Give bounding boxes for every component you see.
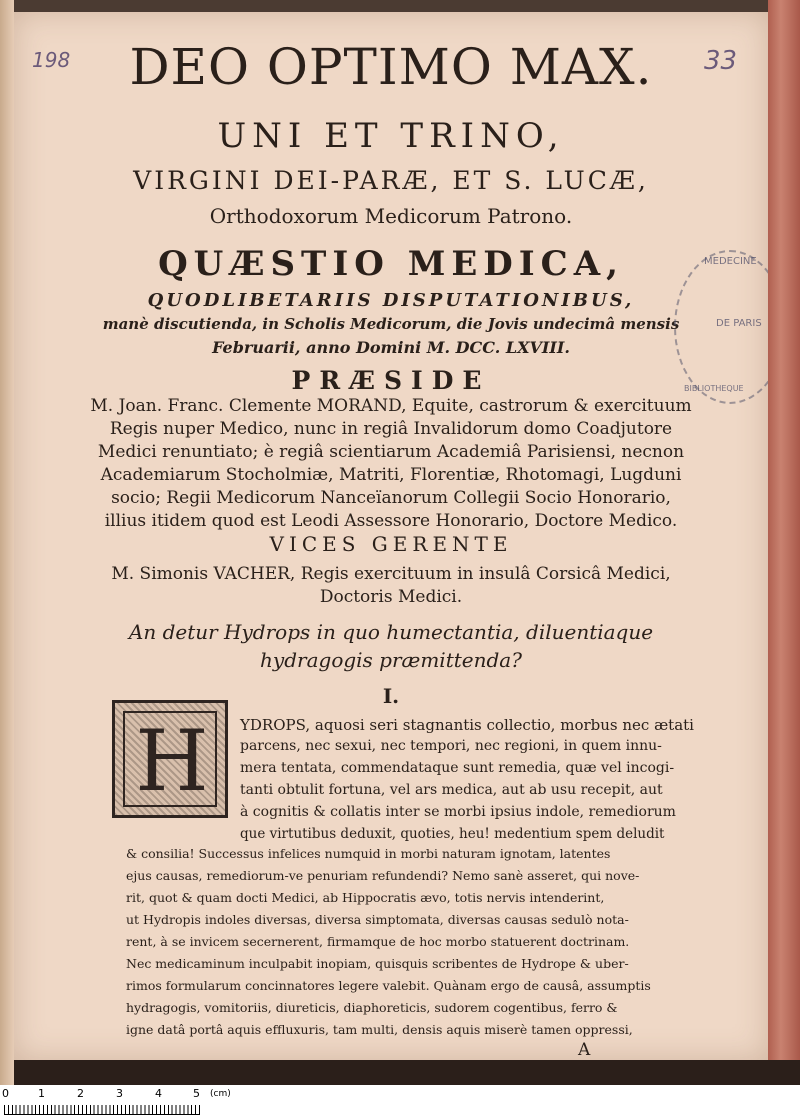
decorated-initial [112,700,228,818]
body-line-3: mera tentata, commendataque sunt remedia, quæ vel incogi- [240,760,675,776]
ruler-label-1: 1 [38,1087,45,1100]
praeside-line-4: Academiarum Stocholmiæ, Matriti, Florentiæ, Rhotomagi, Lugduni [100,465,682,485]
thesis-line-2: hydragogis præmittenda? [260,648,522,672]
body-line-10: ut Hydropis indoles diversas, diversa simptomata, diversas causas sedulò nota- [126,912,629,927]
body-line-4: tanti obtulit fortuna, vel ars medica, aut ab usu recepit, aut [240,782,663,798]
question-subtitle-2: manè discutienda, in Scholis Medicorum, die Jovis undecimâ mensis [102,315,680,333]
body-line-13: rimos formularum concinnatores legere valebit. Quànam ergo de causâ, assumptis [126,978,651,993]
signature-mark: A [578,1040,591,1060]
praeside-line-2: Regis nuper Medico, nunc in regiâ Invalidorum domo Coadjutore [109,419,673,439]
vices-line-2: Doctoris Medici. [319,587,463,607]
body-line-12: Nec medicaminum inculpabit inopiam, quisquis scribentes de Hydrope & uber- [126,956,629,971]
stamp-text-side: DE PARIS [716,318,762,329]
question-subtitle-3: Februarii, anno Domini M. DCC. LXVIII. [212,338,570,357]
thesis-line-1: An detur Hydrops in quo humectantia, diluentiaque [128,620,654,644]
praeside-line-1: M. Joan. Franc. Clemente MORAND, Equite, castrorum & exercituum [90,396,692,416]
praeside-line-3: Medici renuntiato; è regiâ scientiarum Academiâ Parisiensi, necnon [97,442,685,462]
body-line-8: ejus causas, remediorum-ve penuriam refundendi? Nemo sanè asseret, qui nove- [126,868,640,883]
praeside-label: PRÆSIDE [291,366,491,395]
body-line-11: rent, à se invicem secernerent, firmamque de hoc morbo statuerent doctrinam. [126,934,630,949]
body-line-5: à cognitis & collatis inter se morbi ipsius indole, remediorum [240,804,676,820]
left-page-edge [0,0,14,1085]
pencil-note-right: 33 [704,46,738,76]
body-line-6: que virtutibus deduxit, quoties, heu! medentium spem deludit [240,826,665,842]
ruler-label-2: 2 [77,1087,84,1100]
heading-line-3: VIRGINI DEI-PARÆ, ET S. LUCÆ, [133,166,649,195]
ruler-baseline [4,1114,200,1115]
stamp-text-top: MEDECINE [704,256,757,267]
section-number: I. [382,684,400,708]
initial-frame [123,711,217,810]
heading-line-2: UNI ET TRINO, [217,116,565,156]
ruler-label-5: 5 [193,1087,200,1100]
body-line-14: hydragogis, vomitoriis, diureticis, diaphoreticis, sudorem cogentibus, ferro & [126,1000,618,1015]
stamp-text-bottom: BIBLIOTHEQUE [684,384,744,393]
body-line-2: parcens, nec sexui, nec tempori, nec regioni, in quem innu- [240,738,662,754]
praeside-line-5: socio; Regii Medicorum Nanceïanorum Collegii Socio Honorario, [111,488,671,508]
ruler-label-0: 0 [2,1087,9,1100]
vices-label: VICES GERENTE [269,532,513,556]
ruler-label-3: 3 [116,1087,123,1100]
heading-line-1: DEO OPTIMO MAX. [129,38,653,96]
body-line-15: igne datâ portâ aquis effluxuris, tam multi, densis aquis miserè tamen oppressi, [126,1022,633,1037]
ruler-label-4: 4 [155,1087,162,1100]
initial-letter: H [135,712,209,810]
ruler-unit: (cm) [210,1089,231,1099]
pencil-note-left: 198 [32,48,71,72]
body-line-9: rit, quot & quam docti Medici, ab Hippocratis ævo, totis nervis intenderint, [126,890,605,905]
question-subtitle-1: QUODLIBETARIIS DISPUTATIONIBUS, [147,290,635,311]
book-binding [768,0,800,1060]
scale-ruler [0,1085,800,1117]
praeside-line-6: illius itidem quod est Leodi Assessore Honorario, Doctore Medico. [104,511,678,531]
heading-line-4: Orthodoxorum Medicorum Patrono. [209,204,573,228]
question-title: QUÆSTIO MEDICA, [158,244,624,284]
body-line-7: & consilia! Successus infelices numquid in morbi naturam ignotam, latentes [126,846,611,861]
vices-line-1: M. Simonis VACHER, Regis exercituum in insulâ Corsicâ Medici, [111,564,671,584]
body-line-1: YDROPS, aquosi seri stagnantis collectio, morbus nec ætati [240,716,694,734]
